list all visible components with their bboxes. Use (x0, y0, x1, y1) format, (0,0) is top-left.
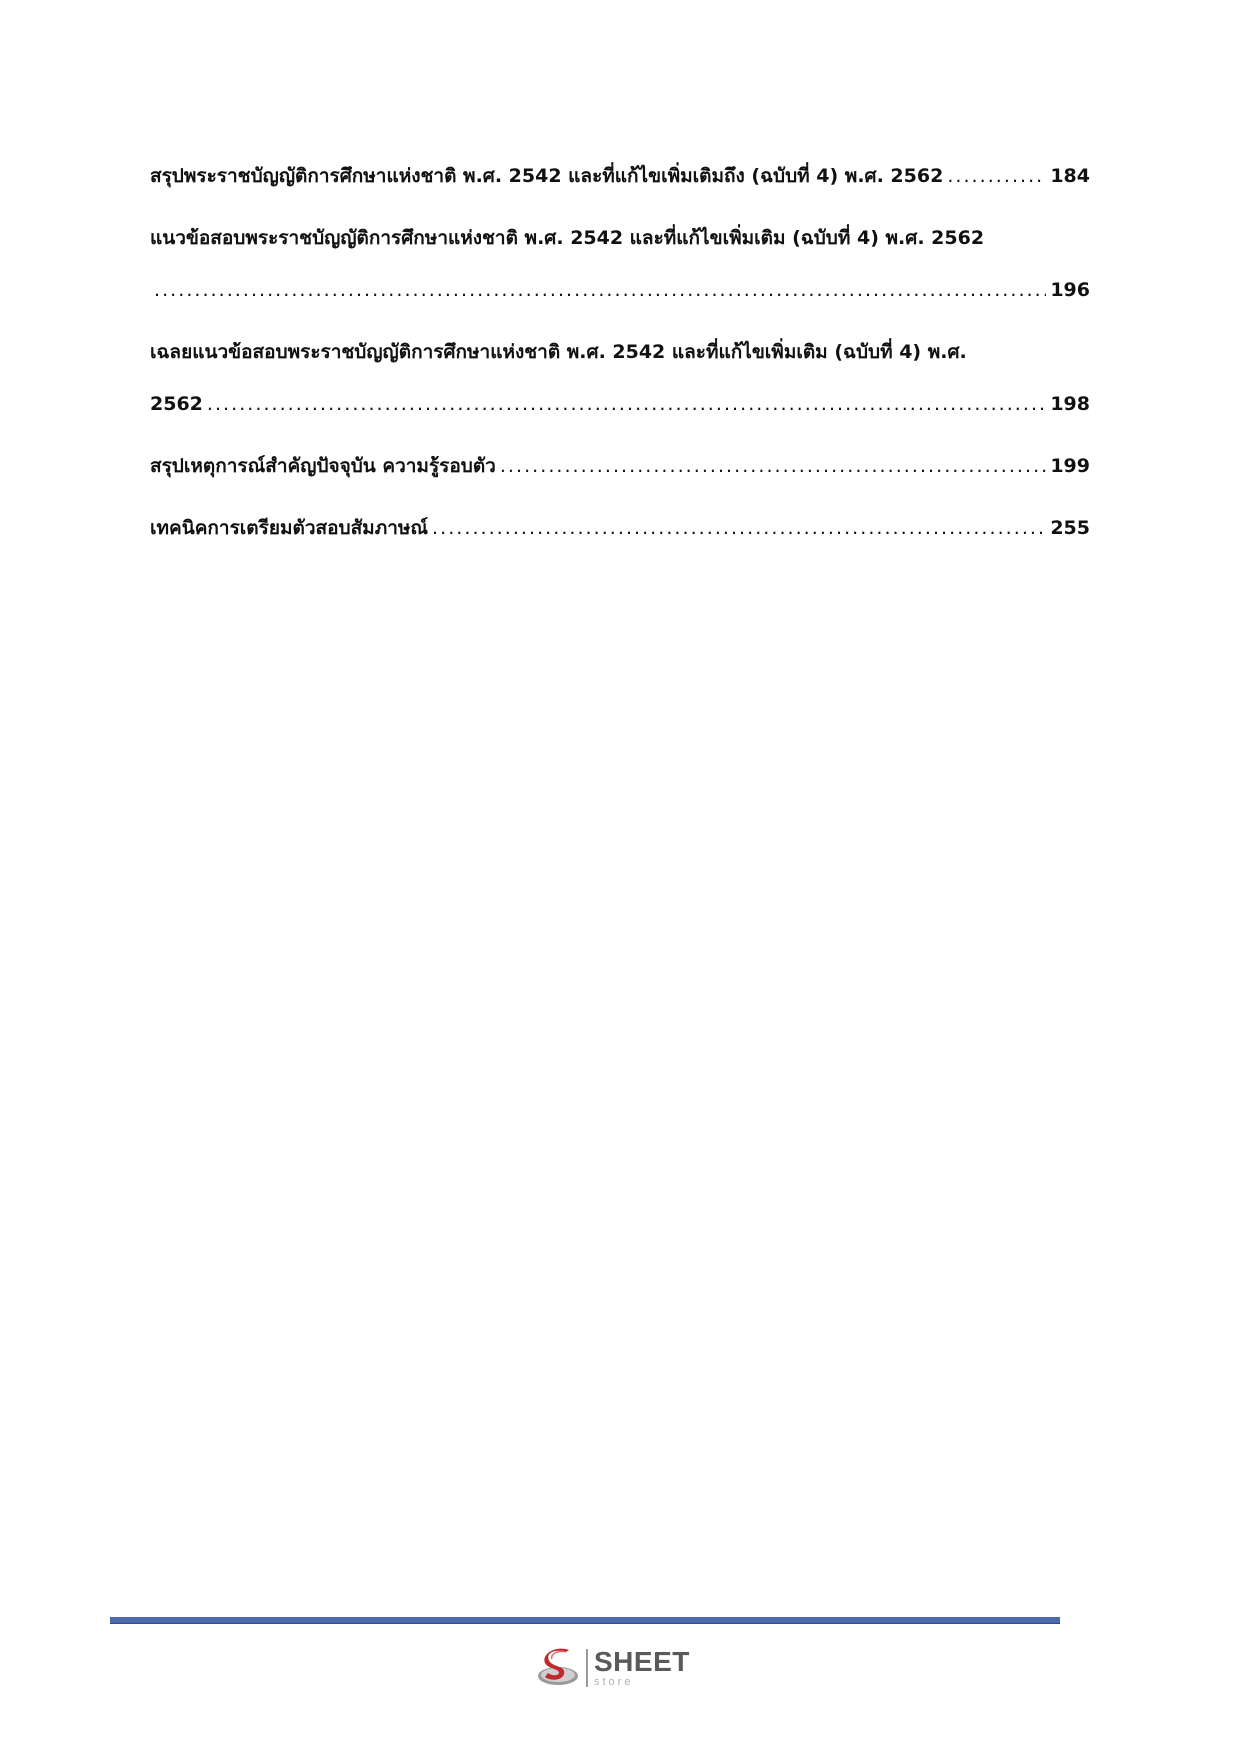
toc-entry-line (150, 378, 1090, 430)
toc-entry-page: 199 (1050, 455, 1090, 477)
toc-entry-4[interactable] (150, 440, 1090, 492)
toc-entry-3[interactable] (150, 326, 1090, 430)
logo-text (594, 1648, 690, 1688)
toc-entry-title-line1: แนวข้อสอบพระราชบัญญัติการศึกษาแห่งชาติ พ.ศ. 2542 และที่แก้ไขเพิ่มเติม (ฉบับที่ 4) พ.ศ. 2562 (150, 227, 985, 249)
toc-entry-5[interactable] (150, 502, 1090, 554)
toc-entry-title-line1: เฉลยแนวข้อสอบพระราชบัญญัติการศึกษาแห่งชาติ พ.ศ. 2542 และที่แก้ไขเพิ่มเติม (ฉบับที่ 4) พ.ศ. (150, 341, 967, 363)
sheet-store-logo-icon (536, 1646, 580, 1690)
dot-leader (154, 264, 1046, 316)
toc-entry-title-line2: 2562 (150, 393, 203, 415)
logo-main-text: SHEET (594, 1646, 690, 1677)
sheet-store-logo (536, 1644, 690, 1692)
footer-rule (110, 1617, 1060, 1624)
toc-entry-page: 184 (1050, 165, 1090, 187)
dot-leader (500, 440, 1046, 492)
logo-sub-text: store (594, 1676, 634, 1688)
toc-entry-title: สรุปเหตุการณ์สำคัญปัจจุบัน ความรู้รอบตัว (150, 455, 496, 477)
toc-entry-1[interactable] (150, 150, 1090, 202)
dot-leader (947, 150, 1046, 202)
toc-entry-line (150, 150, 1090, 202)
logo-separator (586, 1649, 588, 1687)
toc-entry-line (150, 502, 1090, 554)
toc-entry-page: 196 (1050, 279, 1090, 301)
toc-entry-2[interactable] (150, 212, 1090, 316)
toc-entry-page: 255 (1050, 517, 1090, 539)
table-of-contents (150, 150, 1090, 564)
dot-leader (207, 378, 1046, 430)
toc-entry-title: เทคนิคการเตรียมตัวสอบสัมภาษณ์ (150, 517, 429, 539)
toc-entry-title: สรุปพระราชบัญญัติการศึกษาแห่งชาติ พ.ศ. 2542 และที่แก้ไขเพิ่มเติมถึง (ฉบับที่ 4) พ.ศ. 2562 (150, 165, 944, 187)
dot-leader (432, 502, 1046, 554)
toc-entry-line (150, 264, 1090, 316)
toc-entry-line (150, 440, 1090, 492)
toc-entry-page: 198 (1050, 393, 1090, 415)
